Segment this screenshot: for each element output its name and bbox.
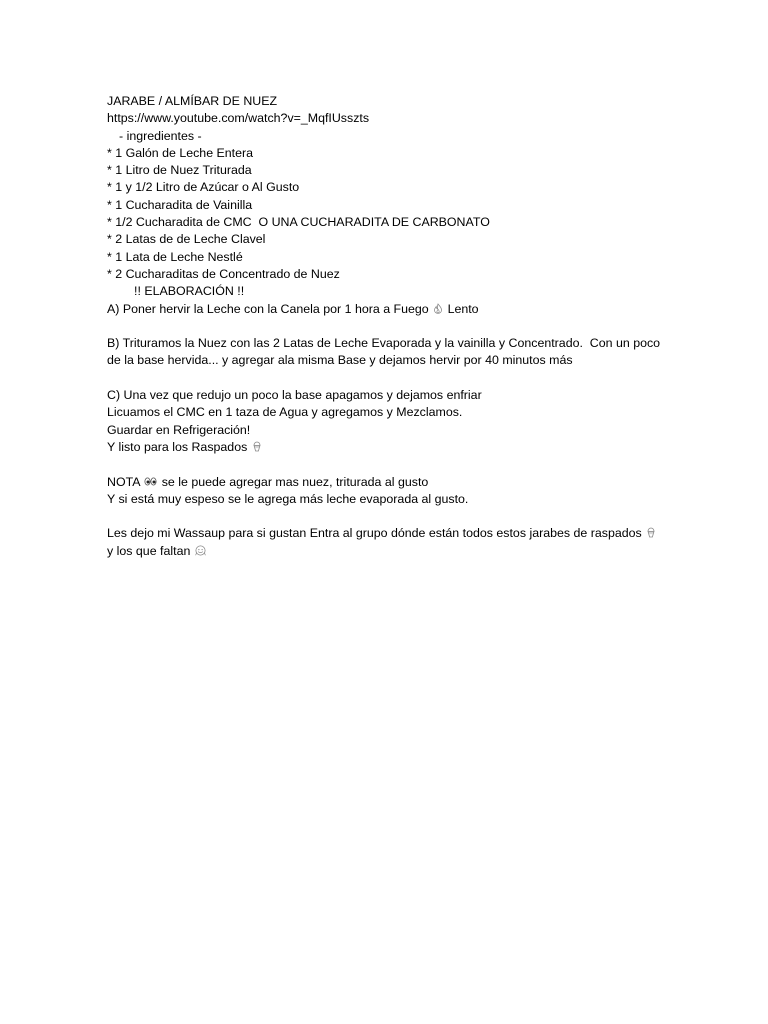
- nota-line: [107, 474, 707, 491]
- spacer: [107, 318, 707, 335]
- spacer: [107, 508, 707, 525]
- recipe-text: [107, 93, 707, 560]
- step-c-line: Licuamos el CMC en 1 taza de Agua y agregamos y Mezclamos.: [107, 405, 463, 420]
- ingredient-item: * 2 Latas de de Leche Clavel: [107, 232, 266, 247]
- ingredient-item: * 1 y 1/2 Litro de Azúcar o Al Gusto: [107, 180, 300, 195]
- shaved-ice-icon: [646, 527, 656, 538]
- spacer: [107, 456, 707, 473]
- eyes-icon: [144, 476, 157, 487]
- step-c-line: C) Una vez que redujo un poco la base apagamos y dejamos enfriar: [107, 388, 482, 403]
- step-b-line: de la base hervida... y agregar ala misma Base y dejamos hervir por 40 minutos más: [107, 353, 573, 368]
- smiling-face-icon: [195, 545, 206, 556]
- step-a-text: A) Poner hervir la Leche con la Canela por 1 hora a Fuego: [107, 301, 429, 316]
- ingredient-item: * 1/2 Cucharadita de CMC O UNA CUCHARADITA DE CARBONATO: [107, 215, 490, 230]
- closing-text-end: y los que faltan: [107, 543, 191, 558]
- closing-text: Les dejo mi Wassaup para si gustan Entra al grupo dónde están todos estos jarabes de raspados: [107, 526, 642, 541]
- step-a: [107, 301, 707, 318]
- nota-label: NOTA: [107, 474, 140, 489]
- elaboration-heading: !! ELABORACIÓN !!: [134, 284, 245, 299]
- closing-line: [107, 525, 707, 542]
- closing-line-2: [107, 543, 707, 560]
- nota-line-2: Y si está muy espeso se le agrega más leche evaporada al gusto.: [107, 491, 469, 506]
- step-b-line: B) Trituramos la Nuez con las 2 Latas de Leche Evaporada y la vainilla y Concentrado. Con un poco: [107, 336, 661, 351]
- spacer: [107, 370, 707, 387]
- nota-text: se le puede agregar mas nuez, triturada al gusto: [158, 474, 429, 489]
- fire-icon: [433, 303, 443, 314]
- ingredient-item: * 1 Lata de Leche Nestlé: [107, 249, 243, 264]
- ingredient-item: * 2 Cucharaditas de Concentrado de Nuez: [107, 266, 340, 281]
- step-a-text-end: Lento: [444, 301, 479, 316]
- ingredients-heading: - ingredientes -: [119, 128, 202, 143]
- step-c-line: Guardar en Refrigeración!: [107, 422, 251, 437]
- shaved-ice-icon: [252, 441, 262, 452]
- step-c-last: [107, 439, 707, 456]
- ingredient-item: * 1 Litro de Nuez Triturada: [107, 163, 252, 178]
- ingredient-item: * 1 Galón de Leche Entera: [107, 145, 254, 160]
- video-link[interactable]: https://www.youtube.com/watch?v=_MqfIUsszts: [107, 111, 370, 126]
- recipe-title: JARABE / ALMÍBAR DE NUEZ: [107, 94, 278, 108]
- step-c-last-text: Y listo para los Raspados: [107, 439, 248, 454]
- ingredient-item: * 1 Cucharadita de Vainilla: [107, 197, 253, 212]
